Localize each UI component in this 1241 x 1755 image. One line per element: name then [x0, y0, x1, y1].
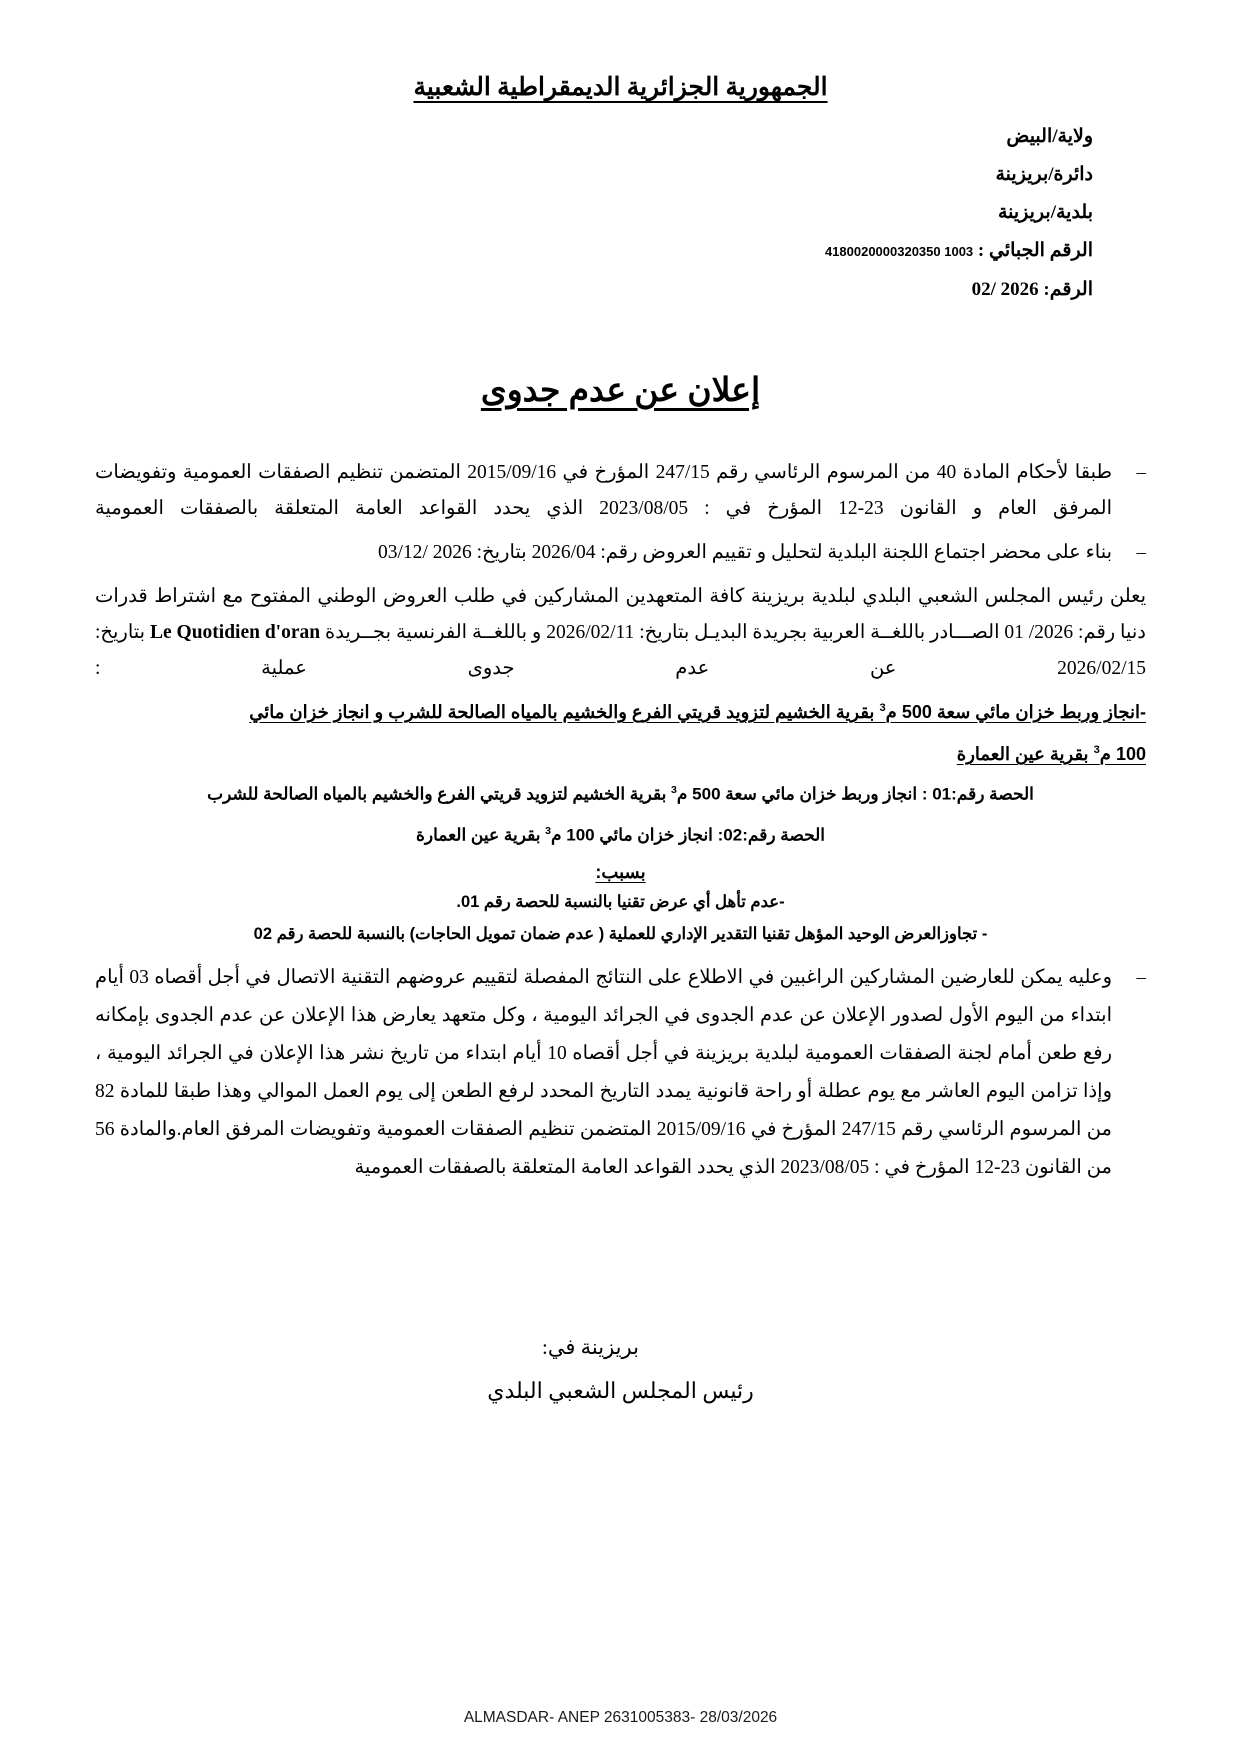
republic-header-text: الجمهورية الجزائرية الديمقراطية الشعبية: [413, 74, 828, 101]
baladia-line: بلدية/بريزينة: [997, 202, 1093, 223]
signature-place-date: بريزينة في:: [542, 1335, 639, 1359]
lot-01-text-b: بقرية الخشيم لتزويد قريتي الفرع والخشيم بالمياه الصالحة للشرب: [207, 784, 672, 804]
lot-01-line: [95, 773, 1146, 812]
cubic-superscript-2: 3: [1093, 744, 1100, 756]
tax-number-label: الرقم الجبائي :: [977, 240, 1093, 261]
reason-item-2: - تجاوزالعرض الوحيد المؤهل تقنيا التقدير الإداري للعملية ( عدم ضمان تمويل الحاجات) بالنسبة للحصة رقم 02: [253, 925, 988, 944]
reference-number-line: [673, 271, 1093, 309]
cubic-superscript-1: 3: [879, 702, 886, 714]
reference-number-label: الرقم:: [1043, 279, 1093, 300]
reference-number-value: 02/ 2026: [971, 279, 1039, 300]
project-description-line-1: [95, 691, 1146, 729]
announcement-clause-part-a: يعلن رئيس المجلس الشعبي البلدي لبلدية بريزينة كافة المتعهدين المشاركين في طلب العروض الوطني المفتوح مع اشتراط قدرات دنيا رقم: 2026/ 01 الصـــادر باللغــة العربية بجريدة البديـل بتاريخ: 2026/02/11 و باللغــة الفرنسية بجــريدة: [95, 586, 1146, 643]
reasons-heading: [95, 862, 1146, 883]
legal-clause-1: – طبقا لأحكام المادة 40 من المرسوم الرئاسي رقم 247/15 المؤرخ في 2015/09/16 المتضمن تنظيم الصفقات العمومية وتفويضات المرفق العام و القانون 23-12 المؤرخ في : 2023/08/05 الذي يحدد القواعد العامة المتعلقة بالصفقات العمومية: [95, 455, 1146, 527]
project-description-text-1: -انجاز وربط خزان مائي سعة 500 م: [885, 702, 1146, 722]
project-description-text-2: 100 م: [1099, 744, 1146, 764]
reason-item-1: -عدم تأهل أي عرض تقنيا بالنسبة للحصة رقم 01.: [456, 893, 785, 912]
footer-anep-reference: [0, 1709, 1241, 1727]
project-description-line-2: [95, 733, 1146, 771]
wilaya-line: ولاية/البيض: [1006, 126, 1093, 147]
lot-02-line: [95, 814, 1146, 853]
announcement-clause: [95, 579, 1146, 687]
footer-anep-text: ALMASDAR- ANEP 2631005383- 28/03/2026: [463, 1709, 778, 1726]
republic-header: [0, 72, 1241, 102]
lot-02-text-b: بقرية عين العمارة: [415, 825, 546, 845]
lot-02-text: الحصة رقم:02: انجاز خزان مائي 100 م: [551, 825, 825, 845]
announcement-clause-part-b: بتاريخ: 2026/02/15 عن عدم جدوى عملية :: [95, 622, 1146, 679]
reasons-heading-text: بسبب:: [595, 862, 646, 883]
lot-01-text: الحصة رقم:01 : انجاز وربط خزان مائي سعة 500 م: [676, 784, 1034, 804]
administrative-block: [673, 118, 1093, 309]
newspaper-french-name: Le Quotidien d'oran: [149, 622, 321, 643]
signature-signer: رئيس المجلس الشعبي البلدي: [487, 1378, 754, 1403]
tax-number-line: [673, 232, 1093, 271]
page-title-text: إعلان عن عدم جدوى: [480, 373, 761, 409]
page-title: [0, 370, 1241, 410]
legal-clause-2: – بناء على محضر اجتماع اللجنة البلدية لتحليل و تقييم العروض رقم: 2026/04 بتاريخ: 2026 /03/12: [95, 535, 1146, 571]
tax-number-value: 4180020000320350 1003: [824, 244, 974, 259]
document-body: [95, 455, 1146, 1187]
cubic-superscript-4: 3: [545, 824, 552, 837]
project-description-text-2b: بقرية عين العمارة: [956, 744, 1094, 764]
appeal-clause: – وعليه يمكن للعارضين المشاركين الراغبين في الاطلاع على النتائج المفصلة لتقييم عروضهم التقنية الاتصال في أجل أقصاه 03 أيام ابتداء من اليوم الأول لصدور الإعلان عن عدم الجدوى في الجرائد اليومية ، وكل متعهد يعارض هذا الإعلان عن عدم الجدوى بإمكانه رفع طعن أمام لجنة الصفقات العمومية لبلدية بريزينة في أجل أقصاه 10 أيام ابتداء من تاريخ نشر هذا الإعلان في الجرائد اليومية ، وإذا تزامن اليوم العاشر مع يوم عطلة أو راحة قانونية يمدد التاريخ المحدد لرفع الطعن إلى يوم العمل الموالي وهذا طبقا للمادة 82 من المرسوم الرئاسي رقم 247/15 المؤرخ في 2015/09/16 المتضمن تنظيم الصفقات العمومية وتفويضات المرفق العام.والمادة 56 من القانون 23-12 المؤرخ في : 2023/08/05 الذي يحدد القواعد العامة المتعلقة بالصفقات العمومية: [95, 959, 1146, 1187]
cubic-superscript-3: 3: [671, 784, 677, 796]
signature-block: [0, 1325, 1241, 1413]
daira-line: دائرة/بريزينة: [995, 164, 1093, 185]
project-description-text-1b: بقرية الخشيم لتزويد قريتي الفرع والخشيم بالمياه الصالحة للشرب و انجاز خزان مائي: [249, 702, 880, 722]
